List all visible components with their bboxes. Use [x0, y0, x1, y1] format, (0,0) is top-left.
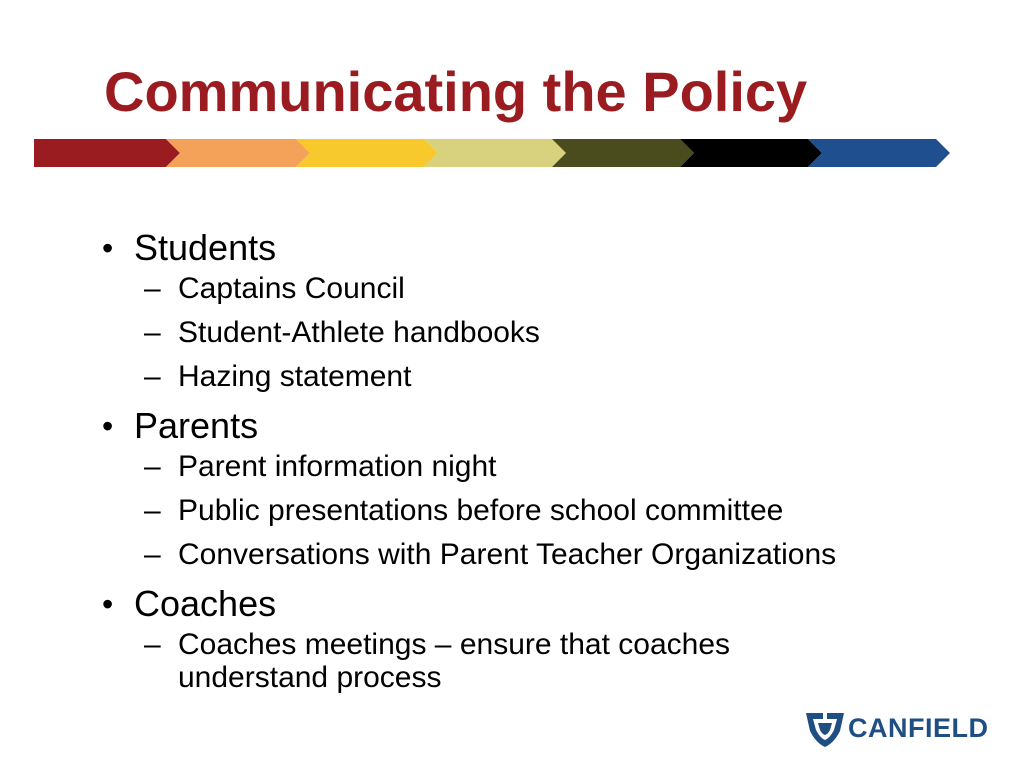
bar-segment-yellow — [296, 139, 438, 167]
sub-bullet-text: Coaches meetings – ensure that coaches understand process — [178, 628, 730, 694]
sub-bullet — [100, 628, 1000, 694]
sub-bullet — [100, 494, 1000, 527]
color-arrow-bar — [34, 139, 952, 167]
bar-segment-black — [680, 139, 822, 167]
slide-title: Communicating the Policy — [104, 60, 808, 123]
bullet-label: Parents — [134, 405, 259, 446]
sub-bullet-text: Student-Athlete handbooks — [178, 316, 540, 349]
bullet-group-coaches — [100, 582, 1000, 694]
bullet-parents — [100, 404, 1000, 448]
dash-icon: – — [144, 450, 161, 483]
dash-icon: – — [144, 360, 161, 393]
sub-bullet — [100, 272, 1000, 305]
bullet-dot-icon: • — [102, 586, 114, 622]
sub-bullet — [100, 316, 1000, 349]
bar-segment-orange — [166, 139, 310, 167]
sub-bullet-text: Parent information night — [178, 450, 497, 483]
bar-segment-blue — [808, 139, 950, 167]
bullet-students — [100, 226, 1000, 270]
dash-icon: – — [144, 628, 161, 661]
canfield-shield-icon — [804, 709, 846, 749]
bullet-coaches — [100, 582, 1000, 626]
sub-bullet — [100, 450, 1000, 483]
dash-icon: – — [144, 316, 161, 349]
bullet-dot-icon: • — [102, 408, 114, 444]
canfield-logo — [800, 706, 990, 750]
sub-bullet — [100, 538, 1000, 571]
sub-bullet-text: Public presentations before school committee — [178, 494, 784, 527]
bar-segment-khaki — [424, 139, 566, 167]
dash-icon: – — [144, 494, 161, 527]
bullet-label: Students — [134, 227, 277, 268]
sub-list-students — [100, 272, 1000, 393]
bar-segment-red — [34, 139, 180, 167]
bullet-label: Coaches — [134, 583, 277, 624]
sub-bullet-text: Conversations with Parent Teacher Organizations — [178, 538, 837, 571]
sub-bullet-text: Captains Council — [178, 272, 405, 305]
bullet-content — [100, 226, 1000, 705]
sub-list-coaches — [100, 628, 1000, 694]
bullet-group-parents — [100, 404, 1000, 571]
bar-segment-olive — [552, 139, 694, 167]
dash-icon: – — [144, 538, 161, 571]
sub-bullet — [100, 360, 1000, 393]
logo-wordmark: CANFIELD — [848, 713, 989, 743]
sub-list-parents — [100, 450, 1000, 571]
bullet-dot-icon: • — [102, 230, 114, 266]
bullet-group-students — [100, 226, 1000, 393]
sub-bullet-text: Hazing statement — [178, 360, 412, 393]
dash-icon: – — [144, 272, 161, 305]
